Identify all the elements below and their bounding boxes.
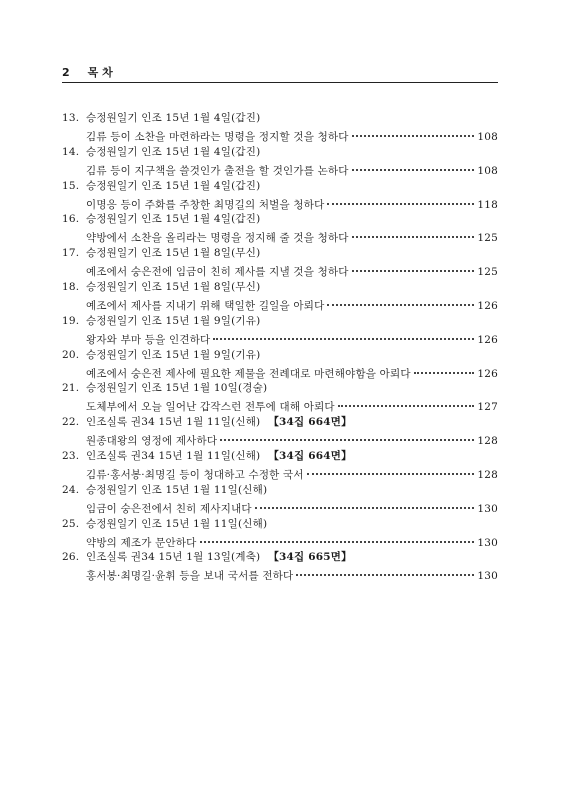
toc-entry <box>62 211 498 245</box>
header-rule <box>62 82 498 83</box>
toc-entry-page: 130 <box>477 536 498 549</box>
toc-entry-title: 왕자와 부마 등을 인견하다 <box>86 333 211 346</box>
toc-entry-title: 김류·홍서봉·최명길 등이 청대하고 수정한 국서 <box>86 468 304 481</box>
toc-entry-line <box>86 262 498 279</box>
dot-leader <box>352 225 475 238</box>
toc-entry-line <box>86 364 498 381</box>
toc-entry-page: 126 <box>477 333 498 346</box>
toc-entry-page: 118 <box>477 198 498 211</box>
toc-entry-page: 128 <box>477 435 498 448</box>
toc-entry-title: 김류 등이 소찬을 마련하라는 명령을 정지할 것을 청하다 <box>86 131 349 143</box>
toc-entry-title: 원종대왕의 영정에 제사하다 <box>86 435 218 448</box>
toc-entry-heading <box>62 380 267 395</box>
toc-entry-title: 예조에서 제사를 지내기 위해 택일한 길일을 아뢰다 <box>86 299 325 312</box>
dot-leader <box>296 563 474 576</box>
toc-entry <box>62 144 498 178</box>
toc-entry-number: 23. <box>62 449 80 462</box>
toc-entry-source: 승정원일기 인조 15년 1월 4일(갑진) <box>86 213 261 226</box>
toc-entry-page: 130 <box>477 502 498 515</box>
toc-entry <box>62 245 498 279</box>
toc-entry-line <box>86 296 498 313</box>
toc-entry-source: 승정원일기 인조 15년 1월 8일(무신) <box>86 247 261 260</box>
toc-entry-source: 승정원일기 인조 15년 1월 8일(무신) <box>86 280 261 293</box>
toc-entry <box>62 448 498 482</box>
toc-entry-heading <box>62 414 352 429</box>
toc-entry <box>62 482 498 516</box>
toc-entry-page: 108 <box>477 164 498 177</box>
toc-entry <box>62 549 498 583</box>
toc-entry-title: 약방의 제조가 문안하다 <box>86 536 197 549</box>
toc-list <box>62 110 498 583</box>
dot-leader <box>414 361 475 374</box>
dot-leader <box>220 428 474 441</box>
toc-entry-title: 예조에서 숭은전 제사에 필요한 제물을 전례대로 마련해야함을 아뢰다 <box>86 367 411 380</box>
toc-entry-page: 126 <box>477 367 498 380</box>
toc-entry-source: 승정원일기 인조 15년 1월 10일(경술) <box>86 382 268 395</box>
toc-entry-number: 22. <box>62 416 80 429</box>
toc-entry-line <box>86 127 498 144</box>
toc-entry-number: 13. <box>62 112 80 124</box>
toc-entry-line <box>86 499 498 516</box>
toc-entry-reference: 【34집 665면】 <box>268 551 352 564</box>
dot-leader <box>307 462 475 475</box>
dot-leader <box>200 530 475 543</box>
toc-entry-title: 예조에서 숭은전에 임금이 친히 제사를 지낼 것을 청하다 <box>86 266 349 279</box>
dot-leader <box>327 293 474 306</box>
toc-entry-heading <box>62 482 267 497</box>
toc-entry-heading <box>62 245 260 260</box>
dot-leader <box>255 496 475 509</box>
toc-entry-number: 19. <box>62 314 80 327</box>
toc-entry-title: 이명응 등이 주화를 주창한 최명길의 처벌을 청하다 <box>86 198 325 211</box>
page-header <box>62 64 498 80</box>
toc-entry-line <box>86 228 498 245</box>
toc-entry <box>62 347 498 381</box>
toc-entry-source: 승정원일기 인조 15년 1월 9일(기유) <box>86 314 261 327</box>
toc-entry-title: 임금이 숭은전에서 친히 제사지내다 <box>86 502 252 515</box>
toc-entry <box>62 279 498 313</box>
toc-entry-page: 130 <box>477 570 498 583</box>
toc-entry-reference: 【34집 664면】 <box>268 449 352 462</box>
toc-entry-heading <box>62 178 260 193</box>
toc-entry-source: 승정원일기 인조 15년 1월 4일(갑진) <box>86 112 261 124</box>
toc-entry-line <box>86 397 498 414</box>
toc-entry-heading <box>62 279 260 294</box>
toc-entry-page: 125 <box>477 266 498 279</box>
toc-entry-source: 승정원일기 인조 15년 1월 4일(갑진) <box>86 179 261 192</box>
toc-entry-source: 승정원일기 인조 15년 1월 4일(갑진) <box>86 145 261 158</box>
toc-entry-title: 도체부에서 오늘 일어난 갑작스런 전투에 대해 아뢰다 <box>86 401 335 414</box>
toc-entry-heading <box>62 347 260 362</box>
toc-entry-page: 128 <box>477 468 498 481</box>
toc-entry <box>62 178 498 212</box>
toc-entry-heading <box>62 313 260 328</box>
toc-entry-number: 14. <box>62 145 80 158</box>
toc-entry-title: 홍서봉·최명길·윤휘 등을 보내 국서를 전하다 <box>86 570 294 583</box>
toc-entry-heading <box>62 516 267 531</box>
toc-entry <box>62 313 498 347</box>
dot-leader <box>213 327 474 340</box>
toc-entry-heading <box>62 144 260 159</box>
toc-entry-line <box>86 431 498 448</box>
dot-leader <box>352 259 475 272</box>
toc-entry-number: 17. <box>62 247 80 260</box>
toc-entry-number: 15. <box>62 179 80 192</box>
toc-entry <box>62 110 498 144</box>
toc-entry-heading <box>62 211 260 226</box>
toc-entry-source: 인조실록 권34 15년 1월 13일(계축) <box>86 551 261 564</box>
toc-entry-source: 승정원일기 인조 15년 1월 11일(신해) <box>86 517 268 530</box>
toc-entry-number: 26. <box>62 551 80 564</box>
toc-entry-number: 20. <box>62 348 80 361</box>
toc-entry <box>62 516 498 550</box>
toc-entry-number: 25. <box>62 517 80 530</box>
toc-entry-page: 108 <box>477 131 498 143</box>
toc-entry-line <box>86 533 498 550</box>
toc-entry-heading <box>62 549 352 564</box>
toc-entry-source: 인조실록 권34 15년 1월 11일(신해) <box>86 449 261 462</box>
toc-entry-line <box>86 465 498 482</box>
toc-entry-page: 127 <box>477 401 498 414</box>
dot-leader <box>352 158 475 171</box>
toc-entry-title: 약방에서 소찬을 올리라는 명령을 정지해 줄 것을 청하다 <box>86 232 349 245</box>
section-title: 목 차 <box>87 66 113 79</box>
toc-entry-source: 인조실록 권34 15년 1월 11일(신해) <box>86 416 261 429</box>
toc-entry-number: 18. <box>62 280 80 293</box>
dot-leader <box>327 192 474 205</box>
toc-entry-line <box>86 330 498 347</box>
toc-entry-page: 126 <box>477 299 498 312</box>
toc-entry-page: 125 <box>477 232 498 245</box>
toc-entry-heading <box>62 110 260 125</box>
toc-entry-title: 김류 등이 지구책을 쓸것인가 출전을 할 것인가를 논하다 <box>86 164 349 177</box>
toc-entry-reference: 【34집 664면】 <box>268 416 352 429</box>
toc-entry <box>62 414 498 448</box>
toc-entry-line <box>86 566 498 583</box>
dot-leader <box>352 124 475 137</box>
toc-entry-source: 승정원일기 인조 15년 1월 11일(신해) <box>86 483 268 496</box>
page-number: 2 <box>62 66 70 79</box>
toc-entry-number: 21. <box>62 382 80 395</box>
toc-entry-number: 16. <box>62 213 80 226</box>
dot-leader <box>338 394 475 407</box>
toc-entry <box>62 380 498 414</box>
toc-entry-line <box>86 161 498 178</box>
toc-entry-number: 24. <box>62 483 80 496</box>
toc-entry-line <box>86 195 498 212</box>
toc-entry-source: 승정원일기 인조 15년 1월 9일(기유) <box>86 348 261 361</box>
toc-entry-heading <box>62 448 352 463</box>
